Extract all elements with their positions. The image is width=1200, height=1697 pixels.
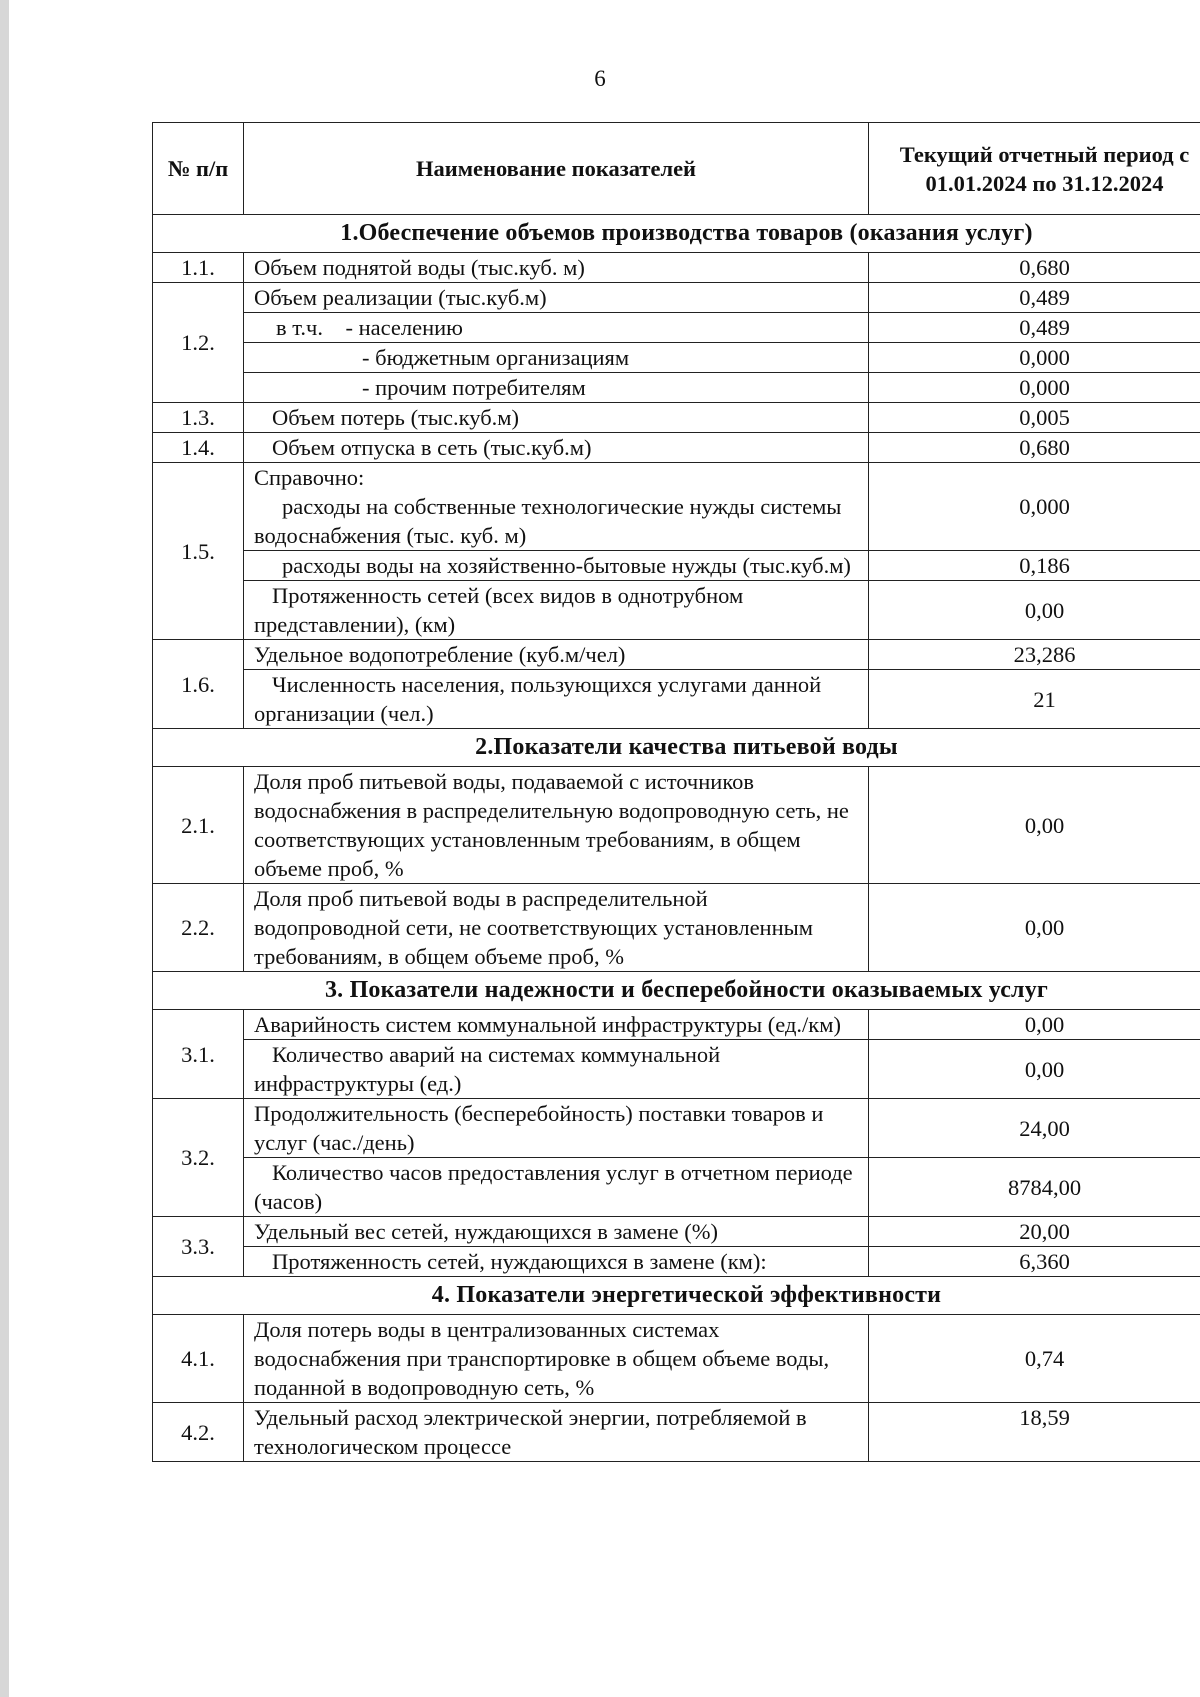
section-row [153,972,1200,1010]
row-value: 0,00 [869,581,1200,640]
row-value: 0,00 [869,1040,1200,1099]
row-name: Объем реализации (тыс.куб.м) [244,283,869,313]
row-name: в т.ч. - населению [244,313,869,343]
row-value: 0,74 [869,1315,1200,1403]
table-row [153,463,1200,551]
table-row [153,373,1200,403]
row-name: расходы на собственные технологические нужды системы водоснабжения (тыс. куб. м) [254,494,842,548]
row-name: Объем отпуска в сеть (тыс.куб.м) [244,433,869,463]
row-name: расходы воды на хозяйственно-бытовые нужды (тыс.куб.м) [244,551,869,581]
row-value: 0,680 [869,253,1200,283]
table-row [153,551,1200,581]
row-num: 3.1. [153,1010,244,1099]
row-name: Продолжительность (бесперебойность) поставки товаров и услуг (час./день) [244,1099,869,1158]
row-value: 18,59 [869,1403,1200,1462]
row-num: 4.2. [153,1403,244,1462]
row-name: Протяженность сетей, нуждающихся в замене (км): [244,1247,869,1277]
table-row [153,313,1200,343]
table-row [153,1099,1200,1158]
row-name: Численность населения, пользующихся услугами данной организации (чел.) [244,670,869,729]
header-period: Текущий отчетный период с 01.01.2024 по 31.12.2024 [869,123,1200,215]
row-num: 3.3. [153,1217,244,1277]
table-header-row [153,123,1200,215]
section-row [153,1277,1200,1315]
row-value: 6,360 [869,1247,1200,1277]
table-row [153,884,1200,972]
row-name: Объем поднятой воды (тыс.куб. м) [244,253,869,283]
row-name-cell [244,463,869,551]
table-row [153,1315,1200,1403]
section-4-title: 4. Показатели энергетической эффективности [153,1277,1200,1315]
row-num: 1.5. [153,463,244,640]
row-name: Аварийность систем коммунальной инфраструктуры (ед./км) [244,1010,869,1040]
row-num: 4.1. [153,1315,244,1403]
table-row [153,1158,1200,1217]
row-value: 0,00 [869,1010,1200,1040]
indicators-table [152,122,1200,1462]
row-num: 1.2. [153,283,244,403]
row-num: 1.3. [153,403,244,433]
page-number: 6 [594,66,606,91]
row-value: 0,00 [869,767,1200,884]
table-row [153,433,1200,463]
row-num: 1.6. [153,640,244,729]
row-label: Справочно: [254,465,365,490]
row-value: 23,286 [869,640,1200,670]
row-value: 8784,00 [869,1158,1200,1217]
row-value: 0,000 [869,343,1200,373]
table-row [153,1217,1200,1247]
table-row [153,403,1200,433]
table-row [153,767,1200,884]
row-name: Количество часов предоставления услуг в отчетном периоде (часов) [244,1158,869,1217]
table-row [153,1010,1200,1040]
table-row [153,640,1200,670]
row-name: - бюджетным организациям [244,343,869,373]
row-name: Доля проб питьевой воды, подаваемой с источников водоснабжения в распределительную водопроводную сеть, не соответствующих установленным требованиям, в общем объеме проб, % [244,767,869,884]
scan-edge [0,0,9,1697]
row-name: Количество аварий на системах коммунальной инфраструктуры (ед.) [244,1040,869,1099]
row-num: 3.2. [153,1099,244,1217]
header-num: № п/п [153,123,244,215]
table-row [153,253,1200,283]
row-value: 0,000 [869,373,1200,403]
row-value: 0,680 [869,433,1200,463]
row-name: Объем потерь (тыс.куб.м) [244,403,869,433]
table-row [153,670,1200,729]
row-name: Доля проб питьевой воды в распределительной водопроводной сети, не соответствующих установленным требованиям, в общем объеме проб, % [244,884,869,972]
row-name: Удельный вес сетей, нуждающихся в замене (%) [244,1217,869,1247]
table-row [153,1403,1200,1462]
row-name: Доля потерь воды в централизованных системах водоснабжения при транспортировке в общем объеме воды, поданной в водопроводную сеть, % [244,1315,869,1403]
row-num: 1.1. [153,253,244,283]
table-row [153,1247,1200,1277]
row-value: 0,186 [869,551,1200,581]
row-value: 0,000 [869,463,1200,551]
row-name: Протяженность сетей (всех видов в однотрубном представлении), (км) [244,581,869,640]
section-1-title: 1.Обеспечение объемов производства товаров (оказания услуг) [153,215,1200,253]
row-value: 0,489 [869,313,1200,343]
table-row [153,581,1200,640]
row-num: 2.1. [153,767,244,884]
row-num: 2.2. [153,884,244,972]
section-row [153,729,1200,767]
row-value: 24,00 [869,1099,1200,1158]
row-name: - прочим потребителям [244,373,869,403]
table-row [153,1040,1200,1099]
row-value: 0,00 [869,884,1200,972]
header-name: Наименование показателей [244,123,869,215]
row-value: 0,005 [869,403,1200,433]
section-3-title: 3. Показатели надежности и бесперебойности оказываемых услуг [153,972,1200,1010]
row-num: 1.4. [153,433,244,463]
row-name: Удельный расход электрической энергии, потребляемой в технологическом процессе [244,1403,869,1462]
row-value: 21 [869,670,1200,729]
row-value: 0,489 [869,283,1200,313]
table-row [153,343,1200,373]
section-row [153,215,1200,253]
section-2-title: 2.Показатели качества питьевой воды [153,729,1200,767]
table-row [153,283,1200,313]
row-name: Удельное водопотребление (куб.м/чел) [244,640,869,670]
row-value: 20,00 [869,1217,1200,1247]
